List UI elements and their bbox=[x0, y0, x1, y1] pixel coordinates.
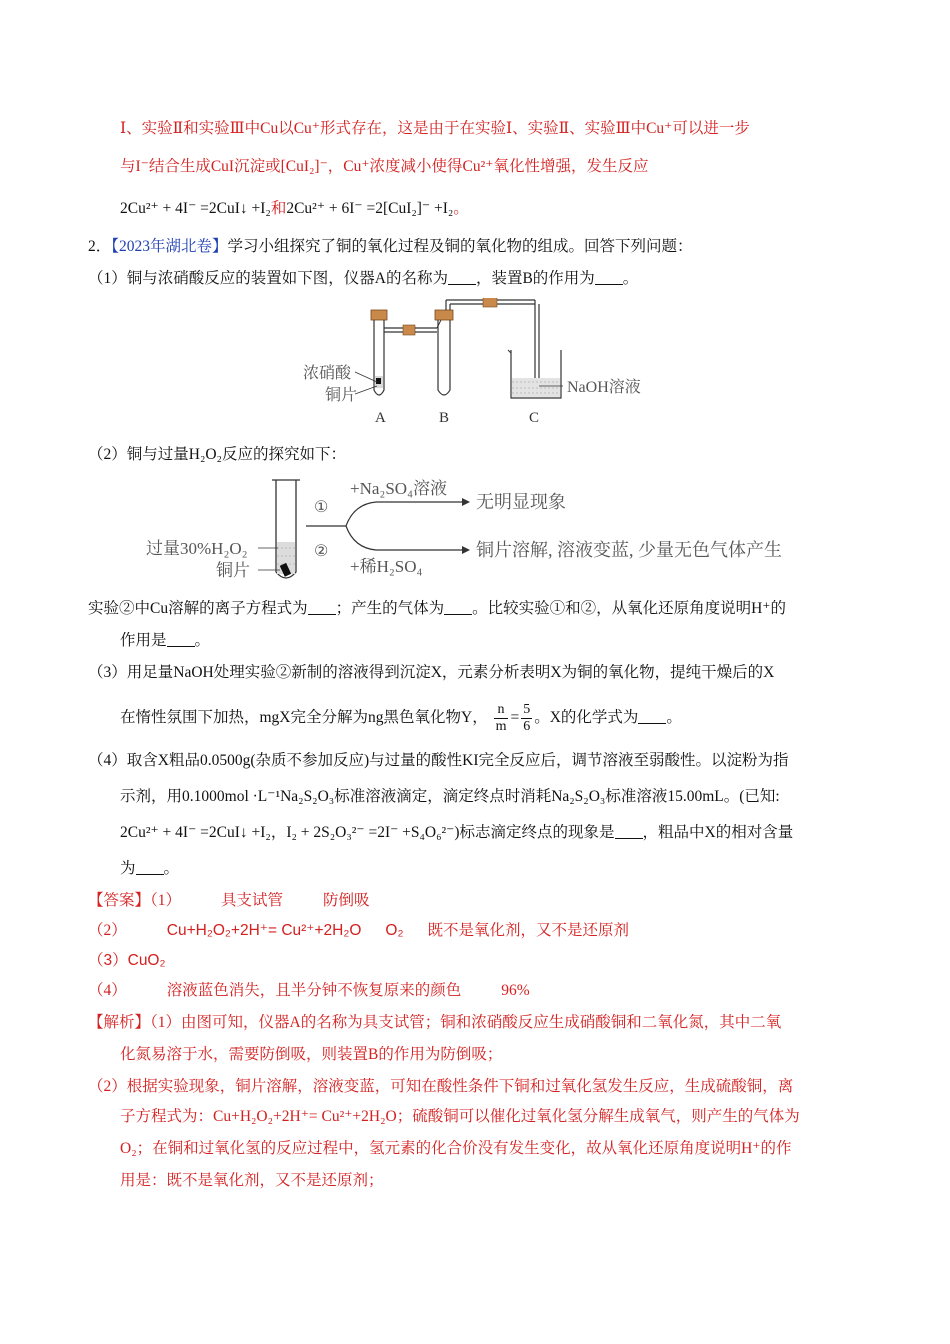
question-part-2: （2）铜与过量H₂O₂反应的探究如下： bbox=[88, 446, 346, 463]
part-1-text: 。 bbox=[622, 270, 639, 287]
naoh-solution bbox=[512, 378, 560, 397]
question-part-2-text bbox=[120, 630, 210, 652]
label-b: B bbox=[439, 410, 450, 426]
circle-2: ② bbox=[314, 543, 329, 560]
analysis-line-1 bbox=[88, 1012, 781, 1034]
rubber-connector bbox=[483, 298, 497, 307]
answer-blank bbox=[638, 709, 666, 724]
question-part-4-cont bbox=[120, 786, 780, 808]
prev-line-2: 与I⁻结合生成CuI沉淀或[CuI₂]⁻，Cu⁺浓度减小使得Cu²⁺氧化性增强，发生反应 bbox=[120, 158, 649, 175]
part-2-text: 。比较实验①和②，从氧化还原角度说明H⁺的 bbox=[472, 600, 786, 617]
h2o2-experiment-figure bbox=[140, 474, 820, 586]
part-1-text: （1）铜与浓硝酸反应的装置如下图，仪器A的名称为 bbox=[88, 270, 448, 287]
rubber-connector bbox=[403, 325, 415, 335]
label-naoh: NaOH溶液 bbox=[567, 379, 641, 396]
analysis-line-5: O₂；在铜和过氧化氢的反应过程中，氢元素的化合价没有发生变化，故从氧化还原角度说明H⁺的作 bbox=[120, 1140, 792, 1157]
stem-text: 学习小组探究了铜的氧化过程及铜的氧化物的组成。回答下列问题： bbox=[227, 238, 693, 255]
result-1: 无明显现象 bbox=[476, 492, 566, 512]
part-4-text: 为 bbox=[120, 860, 136, 877]
label-copper: 铜片 bbox=[216, 561, 250, 580]
prev-line-1: Ⅰ、实验Ⅱ和实验Ⅲ中Cu以Cu⁺形式存在，这是由于在实验Ⅰ、实验Ⅱ、实验Ⅲ中Cu⁺可以进一步 bbox=[120, 120, 750, 137]
answer-blank bbox=[308, 600, 336, 615]
fraction-5-over-6 bbox=[521, 702, 532, 735]
label-h2o2: 过量30%H₂O₂ bbox=[146, 539, 248, 558]
part-4-text: )标志滴定终点的现象是 bbox=[454, 824, 615, 841]
answer-value: 96% bbox=[501, 982, 530, 999]
equals: = bbox=[510, 709, 520, 727]
circle-1: ① bbox=[314, 499, 329, 516]
part-3-text: 。X的化学式为 bbox=[534, 709, 639, 727]
denominator: 6 bbox=[523, 719, 531, 734]
part-4-text: 示剂，用 bbox=[120, 788, 183, 805]
part-4-text: 标准溶液滴定，滴定终点时消耗 bbox=[334, 788, 552, 805]
conjunction: 和 bbox=[270, 200, 287, 217]
part-4-text: ，粗品中X的相对含量 bbox=[642, 824, 794, 841]
answer-blank bbox=[444, 600, 472, 615]
answer-line-3: （3）CuO₂ bbox=[88, 952, 166, 969]
analysis-line-3: （2）根据实验现象，铜片溶解，溶液变蓝，可知在酸性条件下铜和过氧化氢发生反应，生成硫酸铜，离 bbox=[88, 1078, 794, 1095]
answer-value: 具支试管 bbox=[221, 892, 284, 909]
analysis-line-2: 化氮易溶于水，需要防倒吸，则装置B的作用为防倒吸； bbox=[120, 1046, 503, 1063]
part-4-text: 。 bbox=[163, 860, 180, 877]
answer-value: 防倒吸 bbox=[323, 892, 370, 909]
source-tag: 【2023年湖北卷】 bbox=[111, 238, 228, 255]
part-3-text: 在惰性氛围下加热，mgX完全分解为ng黑色氧化物Y， bbox=[120, 709, 488, 727]
formula: Na₂S₂O₃ bbox=[551, 788, 606, 805]
equation: 2Cu²⁺ + 4I⁻ =2CuI↓ +I₂ bbox=[120, 824, 271, 841]
result-2: 铜片溶解, 溶液变蓝, 少量无色气体产生 bbox=[476, 540, 782, 560]
stopper-b bbox=[435, 310, 453, 320]
part-2-text: 。 bbox=[194, 632, 211, 649]
label-conc-nitric-acid: 浓硝酸 bbox=[303, 365, 352, 382]
answer-value: Cu+H₂O₂+2H⁺= Cu²⁺+2H₂O bbox=[166, 922, 362, 939]
question-part-3: （3）用足量NaOH处理实验②新制的溶液得到沉淀X，元素分析表明X为铜的氧化物，提纯干燥后的X bbox=[88, 664, 775, 681]
test-tube-b bbox=[438, 320, 450, 395]
part-2-text: 实验②中Cu溶解的离子方程式为 bbox=[88, 600, 308, 617]
answer-value: O₂ bbox=[385, 922, 404, 939]
analysis-line-6: 用是：既不是氧化剂，又不是还原剂； bbox=[120, 1172, 384, 1189]
answer-num: （2） bbox=[88, 922, 127, 939]
numerator: 5 bbox=[523, 702, 531, 717]
label-a: A bbox=[375, 410, 386, 426]
equation: 2Cu²⁺ + 6I⁻ =2[CuI₂]⁻ +I₂ bbox=[286, 200, 454, 217]
question-number: 2． bbox=[88, 238, 112, 255]
question-2-stem bbox=[88, 236, 693, 258]
denominator: m bbox=[495, 719, 507, 734]
prev-line-3 bbox=[120, 198, 469, 220]
part-1-text: ，装置B的作用为 bbox=[475, 270, 595, 287]
part-2-text: ；产生的气体为 bbox=[335, 600, 445, 617]
analysis-line-4: 子方程式为：Cu+H₂O₂+2H⁺= Cu²⁺+2H₂O；硫酸铜可以催化过氧化氢分解生成氧气，则产生的气体为 bbox=[120, 1108, 800, 1125]
fraction-n-over-m bbox=[494, 702, 509, 735]
numerator: n bbox=[494, 702, 509, 719]
answer-num: （1） bbox=[150, 892, 182, 909]
answer-tag: 【答案】 bbox=[88, 892, 151, 909]
answer-line-2 bbox=[88, 920, 629, 942]
part-2-text: 作用是 bbox=[120, 632, 167, 649]
question-part-4-cont bbox=[120, 858, 179, 880]
label-copper: 铜片 bbox=[325, 387, 358, 404]
stopper-a bbox=[371, 310, 387, 320]
label-c: C bbox=[529, 410, 540, 426]
answer-blank bbox=[595, 270, 623, 285]
answer-num: （4） bbox=[88, 982, 127, 999]
equation: 2Cu²⁺ + 4I⁻ =2CuI↓ +I₂ bbox=[120, 200, 271, 217]
reagent-2: +稀H₂SO₄ bbox=[350, 557, 423, 576]
answer-value: 溶液蓝色消失，且半分钟不恢复原来的颜色 bbox=[166, 982, 462, 999]
analysis-tag: 【解析】 bbox=[88, 1014, 151, 1031]
analysis-text: （1）由图可知，仪器A的名称为具支试管；铜和浓硝酸反应生成硝酸铜和二氧化氮，其中二氧 bbox=[150, 1014, 782, 1031]
apparatus-figure bbox=[295, 298, 655, 428]
answer-blank bbox=[615, 824, 643, 839]
question-part-3-cont bbox=[120, 702, 682, 735]
question-part-4-cont bbox=[120, 822, 793, 844]
answer-line-1 bbox=[88, 890, 370, 912]
question-part-1 bbox=[88, 268, 638, 290]
answer-value: 既不是氧化剂，又不是还原剂 bbox=[427, 922, 630, 939]
comma: ， bbox=[270, 824, 287, 841]
copper-piece bbox=[376, 378, 381, 384]
answer-blank bbox=[448, 270, 476, 285]
answer-line-4 bbox=[88, 980, 530, 1002]
answer-blank bbox=[167, 632, 195, 647]
reagent-1: +Na₂SO₄溶液 bbox=[350, 479, 447, 498]
answer-blank bbox=[136, 860, 164, 875]
concentration: 0.1000mol ·L⁻¹Na₂S₂O₃ bbox=[182, 788, 335, 805]
equation: I₂ + 2S₂O₃²⁻ =2I⁻ +S₄O₆²⁻ bbox=[286, 824, 455, 841]
question-part-4: （4）取含X粗品0.0500g(杂质不参加反应)与过量的酸性KI完全反应后，调节溶液至弱酸性。以淀粉为指 bbox=[88, 752, 789, 769]
period: 。 bbox=[453, 200, 469, 217]
question-part-2-text bbox=[88, 598, 786, 620]
part-4-text: 标准溶液15.00mL。(已知: bbox=[605, 788, 780, 805]
part-3-text: 。 bbox=[666, 709, 682, 727]
